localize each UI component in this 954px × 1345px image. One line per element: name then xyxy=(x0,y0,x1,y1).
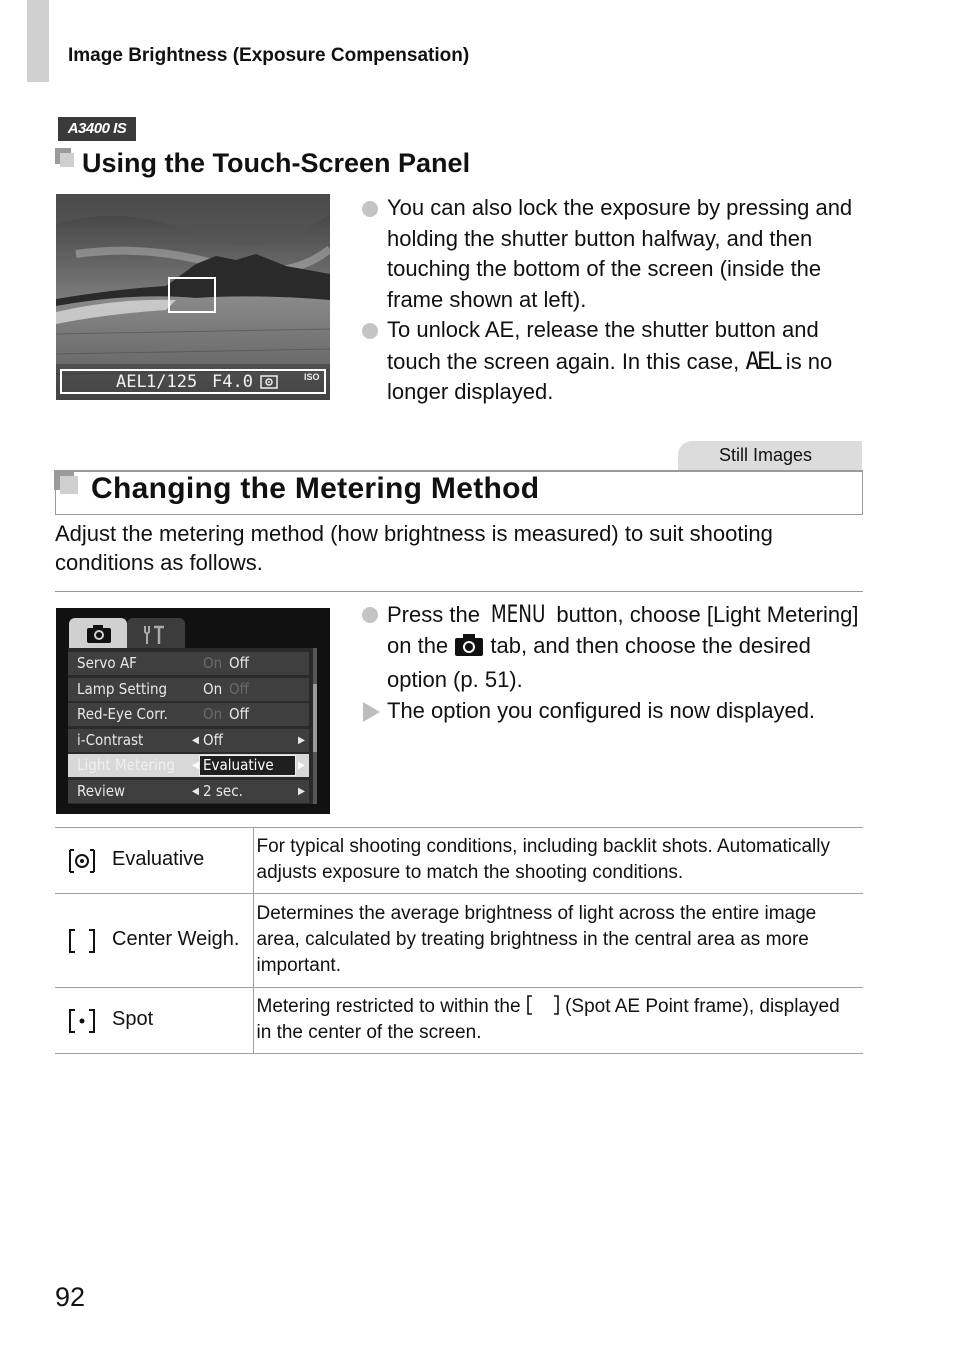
section-intro: Adjust the metering method (how brightness is measured) to suit shooting conditions as follows. xyxy=(55,521,773,575)
table-row xyxy=(55,988,863,1054)
evaluative-metering-icon xyxy=(67,848,97,874)
mode-name: Center Weigh. xyxy=(112,928,240,950)
model-badge: A3400 IS xyxy=(58,117,136,141)
arrow-right-icon: ▶ xyxy=(298,735,305,746)
camera-tab-icon xyxy=(454,633,484,666)
shutter-speed: 1/125 xyxy=(146,372,198,392)
arrow-left-icon: ◀ xyxy=(192,786,199,797)
mode-description: Determines the average brightness of light across the entire image area, calculated by treating brightness in the central area as more important. xyxy=(253,894,863,988)
running-header: Image Brightness (Exposure Compensation) xyxy=(68,45,470,66)
menu-item-review[interactable]: Review ◀ 2 sec. ▶ xyxy=(68,780,309,803)
bullet-dot-icon xyxy=(362,607,378,623)
section-marker-icon xyxy=(54,470,80,496)
metering-mode-icon xyxy=(260,375,278,389)
menu-item-i-contrast[interactable]: i-Contrast ◀ Off ▶ xyxy=(68,729,309,752)
metering-steps xyxy=(361,599,861,726)
still-images-tag: Still Images xyxy=(678,441,862,471)
bullet-dot-icon xyxy=(362,323,378,339)
arrow-right-icon: ▶ xyxy=(298,786,305,797)
scrollbar-thumb[interactable] xyxy=(313,684,317,752)
arrow-left-icon: ◀ xyxy=(192,760,199,771)
exposure-info-bar[interactable] xyxy=(60,369,326,394)
spot-frame-icon xyxy=(526,996,560,1017)
menu-list xyxy=(68,648,313,804)
touch-panel-bullets xyxy=(361,193,861,408)
divider xyxy=(55,591,863,592)
metering-modes-table xyxy=(55,827,863,1054)
mode-description: For typical shooting conditions, including backlit shots. Automatically adjusts exposure to match the shooting conditions. xyxy=(253,828,863,894)
tab-shooting[interactable] xyxy=(69,618,127,648)
ael-indicator: AEL xyxy=(116,372,147,392)
table-row xyxy=(55,894,863,988)
page-edge-tab xyxy=(27,0,49,82)
list-item: You can also lock the exposure by pressing and holding the shutter button halfway, and then touching the bottom of the screen (inside the frame shown at left). xyxy=(361,193,861,315)
center-weighted-metering-icon xyxy=(67,928,97,954)
camera-icon xyxy=(69,618,127,648)
mode-name: Evaluative xyxy=(112,848,205,870)
spot-metering-icon xyxy=(67,1008,97,1034)
mode-description: Metering restricted to within the (Spot AE Point frame), displayed in the center of the screen. xyxy=(253,988,863,1054)
camera-screen-photo xyxy=(56,194,330,400)
tools-icon xyxy=(127,618,185,648)
arrow-left-icon: ◀ xyxy=(192,735,199,746)
camera-menu-screen xyxy=(56,608,330,814)
tab-settings[interactable] xyxy=(127,618,185,648)
ael-icon: AEL xyxy=(745,346,780,375)
bullet-dot-icon xyxy=(362,201,378,217)
menu-item-lamp-setting[interactable]: Lamp Setting On Off xyxy=(68,678,309,701)
list-item: Press the MENU button, choose [Light Metering] on the tab, and then choose the desired option (p. 51). xyxy=(361,599,861,696)
section-title-metering: Changing the Metering Method xyxy=(91,472,540,505)
result-arrow-icon xyxy=(363,702,380,722)
list-item: To unlock AE, release the shutter button and touch the screen again. In this case, AEL is no longer displayed. xyxy=(361,315,861,408)
section-title-touch-screen: Using the Touch-Screen Panel xyxy=(82,148,471,178)
page-number: 92 xyxy=(55,1282,86,1312)
iso-icon: ISO xyxy=(304,372,320,382)
menu-item-servo-af[interactable]: Servo AF On Off xyxy=(68,652,309,675)
aperture-value: F4.0 xyxy=(212,372,253,392)
mode-name: Spot xyxy=(112,1008,154,1030)
arrow-right-icon: ▶ xyxy=(298,760,305,771)
list-item: The option you configured is now displayed. xyxy=(361,696,861,727)
table-row xyxy=(55,828,863,894)
section-marker-icon xyxy=(55,148,74,167)
menu-button-icon: MENU xyxy=(490,600,546,628)
menu-item-red-eye[interactable]: Red-Eye Corr. On Off xyxy=(68,703,309,726)
menu-item-light-metering[interactable]: Light Metering ◀ Evaluative ▶ xyxy=(68,754,309,777)
